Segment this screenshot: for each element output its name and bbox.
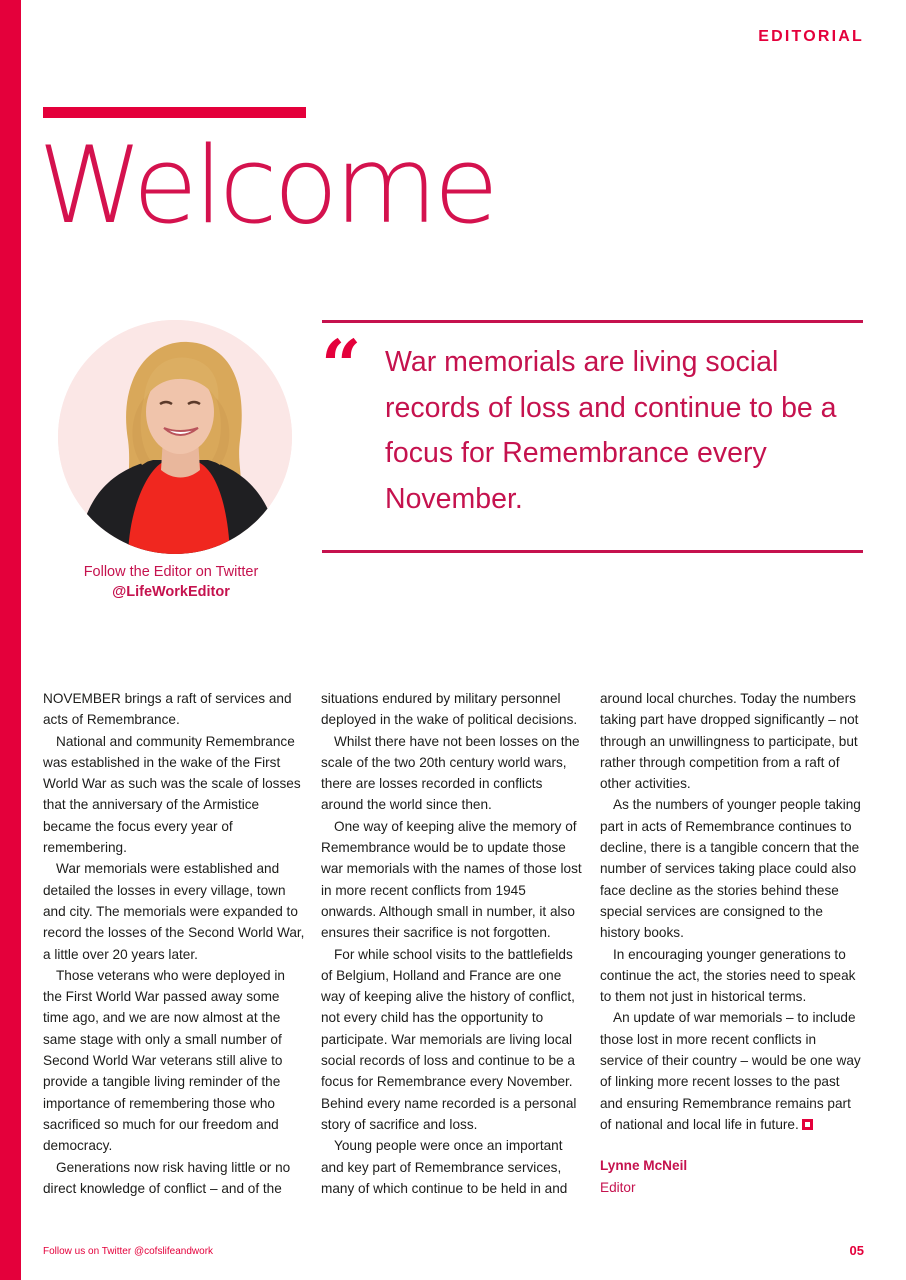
body-column-1	[43, 688, 305, 1199]
quote-rule-top	[322, 320, 863, 323]
follow-editor	[58, 562, 284, 603]
page-number: 05	[849, 1243, 864, 1258]
editor-portrait	[58, 320, 292, 554]
author-role: Editor	[600, 1179, 636, 1195]
follow-label: Follow the Editor on Twitter	[83, 564, 259, 580]
section-label: EDITORIAL	[758, 28, 864, 45]
twitter-handle-link[interactable]: @LifeWorkEditor	[112, 584, 230, 600]
paragraph: For while school visits to the battlefields of Belgium, Holland and France are one way of keeping alive the history of conflict, not every child has the opportunity to participate. War memorials are living local social records of loss and continue to be a focus for Remembrance every November. Behind every name recorded is a personal story of sacrifice and loss.	[321, 946, 577, 1132]
accent-side-bar	[0, 0, 21, 1280]
paragraph: War memorials were established and detailed the losses in every village, town and city. The memorials were expanded to record the losses of the Second World War, a little over 20 years later.	[43, 861, 305, 962]
quote-rule-bottom	[322, 550, 863, 553]
body-column-3	[600, 688, 862, 1198]
paragraph: Generations now risk having little or no direct knowledge of conflict – and of the	[43, 1159, 291, 1196]
paragraph: Young people were once an important and key part of Remembrance services, many of which continue to be held in and	[321, 1138, 568, 1196]
footer-twitter-link[interactable]: Follow us on Twitter @cofslifeandwork	[43, 1246, 214, 1257]
paragraph: Those veterans who were deployed in the First World War passed away some time ago, and we are now almost at the same stage with only a small number of Second World War veterans still alive to provide a tangible living reminder of the importance of remembering those who sacrificed so much for our freedom and democracy.	[43, 967, 285, 1154]
paragraph: National and community Remembrance was established in the wake of the First World War as such was the scale of losses that the anniversary of the Armistice became the focus every year of remembering.	[43, 733, 301, 856]
paragraph: In encouraging younger generations to continue the act, the stories need to speak to them not just in historical terms.	[600, 946, 856, 1005]
quote-mark-icon: “	[321, 324, 362, 407]
signoff	[600, 1155, 862, 1198]
paragraph: Whilst there have not been losses on the scale of the two 20th century world wars, there are losses recorded in conflicts around the world since then.	[321, 733, 580, 813]
paragraph: One way of keeping alive the memory of Remembrance would be to update those war memorials with the names of those lost in more recent conflicts from 1945 onwards. Although small in number, it also ensures their sacrifice is not forgotten.	[321, 818, 582, 941]
paragraph: NOVEMBER brings a raft of services and acts of Remembrance.	[43, 691, 292, 728]
pull-quote: War memorials are living social records of loss and continue to be a focus for Remembrance every November.	[385, 346, 837, 515]
page-title: Welcome	[38, 124, 495, 247]
title-rule	[43, 107, 306, 118]
paragraph: situations endured by military personnel deployed in the wake of political decisions.	[321, 691, 578, 728]
paragraph: around local churches. Today the numbers taking part have dropped significantly – not through an unwillingness to participate, but rather through competition from a raft of other activities.	[600, 691, 859, 792]
author-name: Lynne McNeil	[600, 1158, 688, 1174]
paragraph: As the numbers of younger people taking part in acts of Remembrance continues to decline, there is a tangible concern that the number of services taking place could also face decline as the stories behind these special services are consigned to the history books.	[600, 797, 861, 941]
end-mark-icon	[802, 1119, 813, 1130]
paragraph-final-text: An update of war memorials – to include those lost in more recent conflicts in service of their country – would be one way of linking more recent losses to the past and ensuring Remembrance remains part of national and local life in future.	[600, 1010, 861, 1132]
paragraph-final	[600, 1007, 862, 1135]
body-column-2	[321, 688, 583, 1199]
